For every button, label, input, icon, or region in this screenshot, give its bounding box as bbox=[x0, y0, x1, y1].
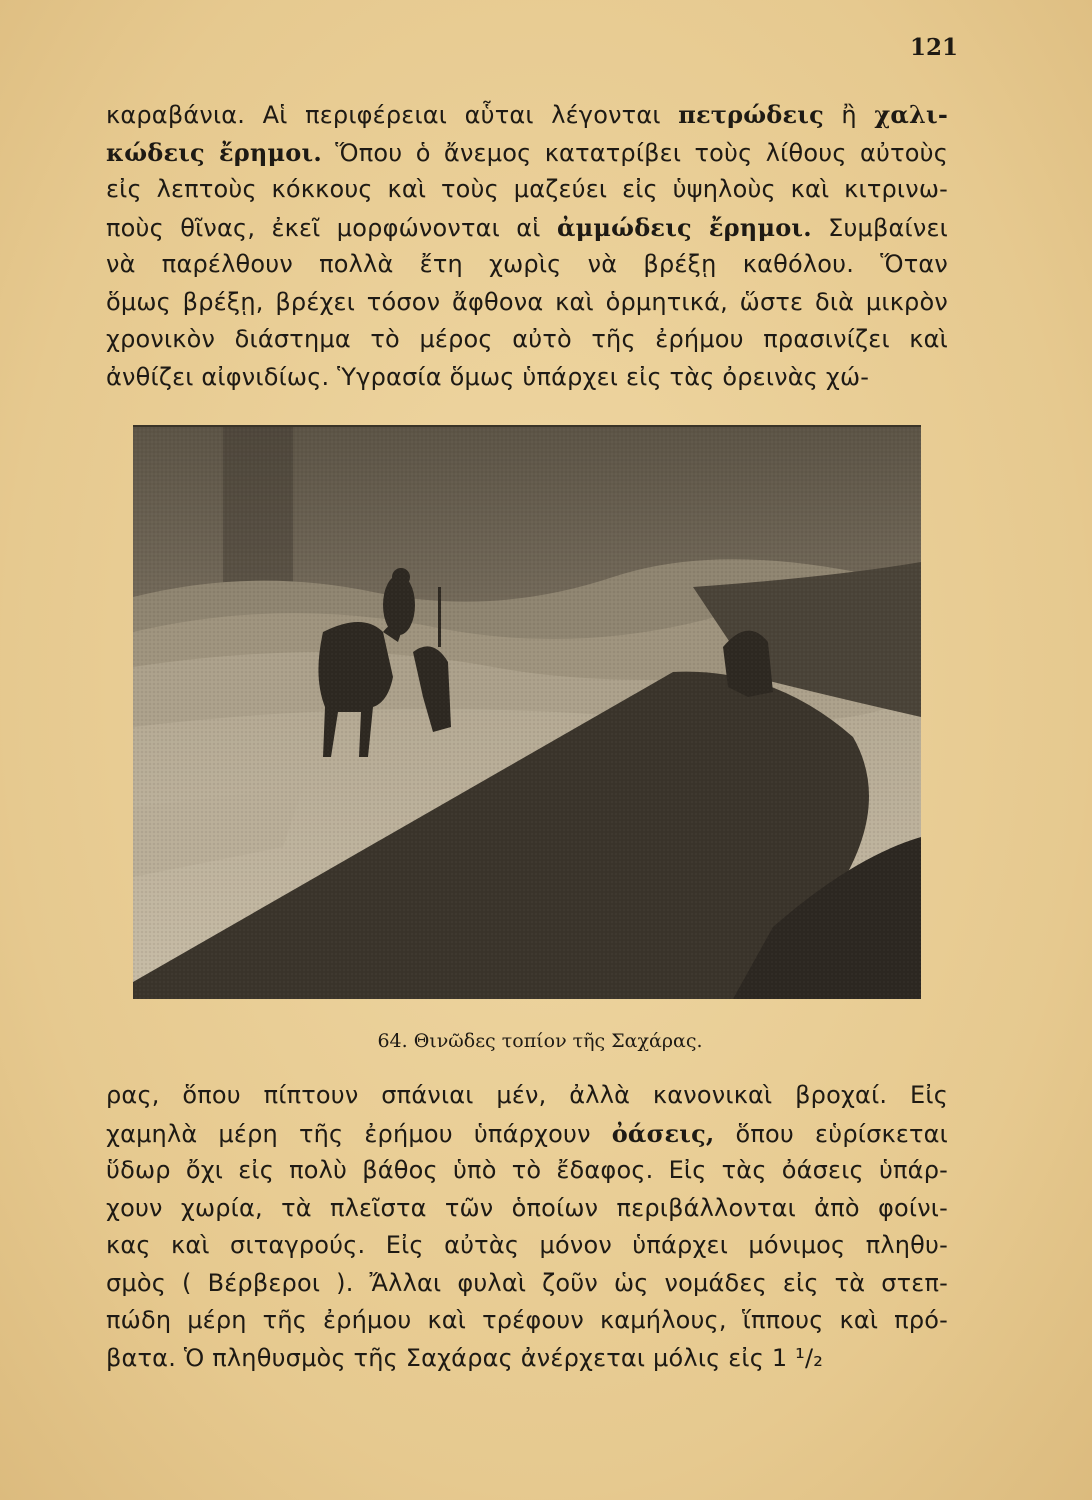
text-run: νὰ παρέλθουν πολλὰ ἔτη χωρὶς νὰ βρέξῃ καθόλου. Ὅταν bbox=[106, 250, 948, 278]
fraction: 1 ¹/₂ bbox=[771, 1343, 824, 1372]
text-line bbox=[106, 209, 948, 247]
text-run: χαμηλὰ μέρη τῆς ἐρήμου ὑπάρχουν bbox=[106, 1119, 612, 1148]
text-line bbox=[106, 284, 948, 322]
text-line bbox=[106, 96, 948, 134]
bold-term: ὀάσεις, bbox=[611, 1118, 715, 1148]
text-run: ὕδωρ ὄχι εἰς πολὺ βάθος ὑπὸ τὸ ἔδαφος. Εἰς τὰς ὀάσεις ὑπάρ- bbox=[106, 1156, 948, 1184]
text-line bbox=[106, 1115, 948, 1153]
bold-term: χαλι- bbox=[874, 100, 949, 129]
text-line bbox=[106, 1190, 948, 1228]
text-run: εἰς λεπτοὺς κόκκους καὶ τοὺς μαζεύει εἰς ὑψηλοὺς καὶ κιτρινω- bbox=[106, 175, 948, 203]
text-run: κας καὶ σιταγρούς. Εἰς αὐτὰς μόνον ὑπάρχει μόνιμος πληθυ- bbox=[106, 1231, 948, 1259]
text-run: Συμβαίνει bbox=[811, 213, 948, 242]
desert-dunes-illustration bbox=[133, 427, 921, 999]
bottom-paragraph bbox=[106, 1077, 948, 1377]
bold-term: πετρώδεις bbox=[678, 100, 824, 129]
text-line bbox=[106, 134, 948, 172]
text-line bbox=[106, 1077, 948, 1115]
text-run: ἀνθίζει αἰφνιδίως. Ὑγρασία ὅμως ὑπάρχει εἰς τὰς ὀρεινὰς χώ- bbox=[106, 362, 870, 391]
text-run: σμὸς ( Βέρβεροι ). Ἄλλαι φυλαὶ ζοῦν ὡς νομάδες εἰς τὰ στεπ- bbox=[106, 1268, 948, 1297]
desert-photo bbox=[133, 425, 921, 999]
figure-caption: 64. Θινῶδες τοπίον τῆς Σαχάρας. bbox=[377, 1030, 703, 1052]
text-run: ρας, ὅπου πίπτουν σπάνιαι μέν, ἀλλὰ κανονικαὶ βροχαί. Εἰς bbox=[106, 1081, 948, 1109]
text-line bbox=[106, 1340, 948, 1378]
text-run: χρονικὸν διάστημα τὸ μέρος αὐτὸ τῆς ἐρήμου πρασινίζει καὶ bbox=[106, 325, 948, 353]
text-line bbox=[106, 171, 948, 209]
text-run: ὅμως βρέξῃ, βρέχει τόσον ἄφθονα καὶ ὁρμητικά, ὥστε διὰ μικρὸν bbox=[106, 287, 948, 316]
text-run: βατα. Ὁ πληθυσμὸς τῆς Σαχάρας ἀνέρχεται μόλις εἰς bbox=[106, 1343, 772, 1372]
text-line bbox=[106, 321, 948, 359]
text-run: πώδη μέρη τῆς ἐρήμου καὶ τρέφουν καμήλους, ἵππους καὶ πρό- bbox=[106, 1306, 948, 1334]
page-number: 121 bbox=[909, 34, 958, 61]
bold-term: ἀμμώδεις ἔρημοι. bbox=[556, 212, 812, 242]
text-line bbox=[106, 359, 948, 397]
text-run: χουν χωρία, τὰ πλεῖστα τῶν ὁποίων περιβάλλονται ἀπὸ φοίνι- bbox=[106, 1193, 948, 1222]
text-run: Ὅπου ὁ ἄνεμος κατατρίβει τοὺς λίθους αὐτοὺς bbox=[321, 138, 948, 167]
text-line bbox=[106, 1265, 948, 1303]
text-run: ὅπου εὑρίσκεται bbox=[714, 1119, 948, 1148]
top-paragraph bbox=[106, 96, 948, 396]
text-line bbox=[106, 1302, 948, 1340]
text-line bbox=[106, 1227, 948, 1265]
text-line bbox=[106, 1152, 948, 1190]
text-run: ἢ bbox=[823, 101, 875, 129]
text-run: ποὺς θῖνας, ἐκεῖ μορφώνονται αἱ bbox=[106, 213, 557, 242]
text-line bbox=[106, 246, 948, 284]
bold-term: κώδεις ἔρημοι. bbox=[106, 137, 322, 167]
text-run: καραβάνια. Αἱ περιφέρειαι αὗται λέγονται bbox=[106, 101, 679, 129]
